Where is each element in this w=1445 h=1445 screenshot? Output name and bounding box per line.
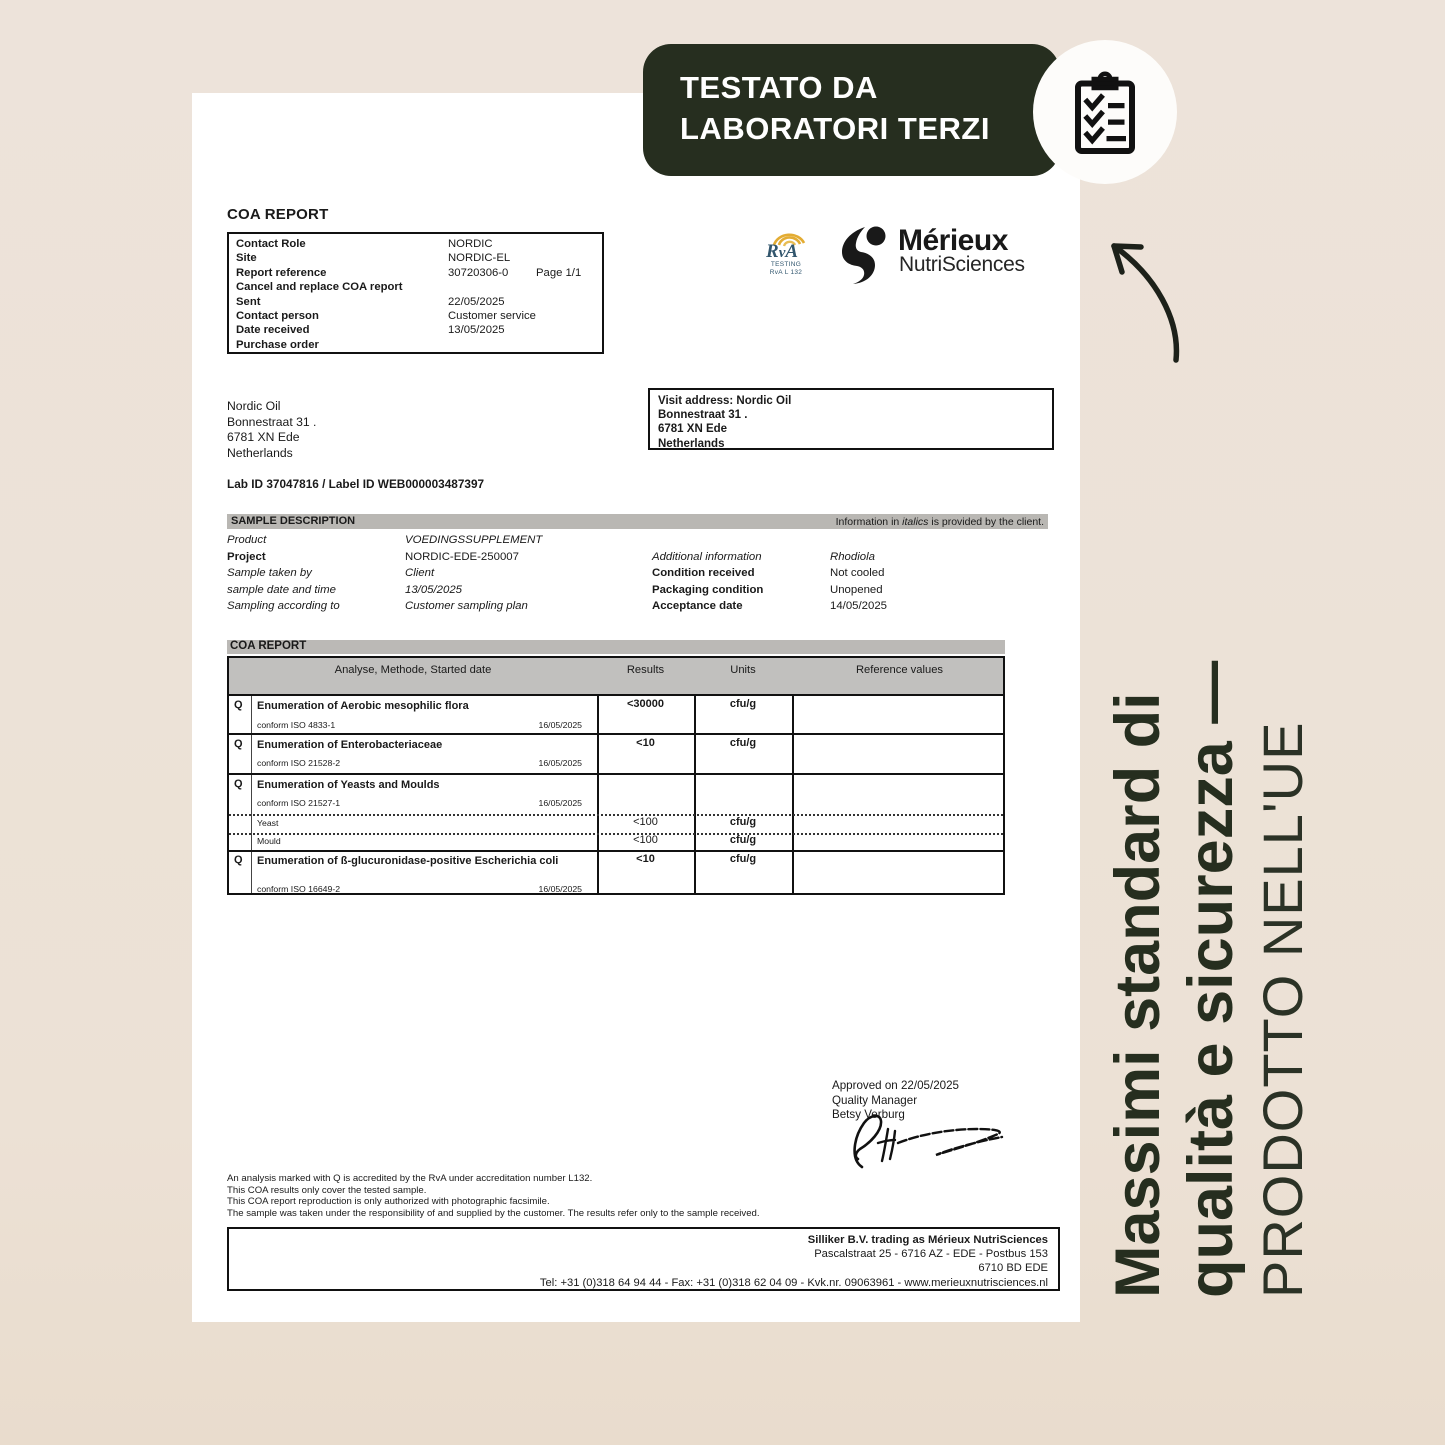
field-value: Customer sampling plan [405,600,528,612]
field-value: 14/05/2025 [830,600,888,612]
rva-mark-icon [758,219,814,259]
table-row: Contact person Customer service [236,309,536,322]
analysis-name: Enumeration of Aerobic mesophilic flora [257,700,469,712]
accreditation-flag: Q [234,854,243,866]
table-row: Date received 13/05/2025 [236,324,505,337]
analysis-method: conform ISO 16649-2 [257,884,341,894]
column-header: Units [730,664,756,676]
fine-print: An analysis marked with Q is accredited by the RvA under accreditation number L132. This COA results only cover the tested sample. This COA report reproduction is only authorized with photographic facsimile. The sample was taken under the responsibility of and supplied by the customer. The results refer only to the sample received. [227,1173,760,1219]
analysis-method: conform ISO 21528-2 [257,758,341,768]
results-table [227,656,1005,895]
result-value: <10 [636,737,655,749]
field-label: Acceptance date [652,600,743,612]
column-header: Analyse, Methode, Started date [334,664,492,676]
claim-line-3: PRODOTTO NELL'UE [1251,721,1314,1298]
table-row: Purchase order [236,338,319,351]
rva-number: RvA L 132 [769,269,803,276]
analysis-name: Enumeration of Yeasts and Moulds [257,779,440,791]
italics-note: Information in italics is provided by the client. [835,516,1044,528]
analysis-method: conform ISO 4833-1 [257,720,336,730]
clipboard-checklist-icon [1069,68,1141,156]
field-label: Sample taken by [227,567,312,579]
table-row: Sent 22/05/2025 [236,295,505,308]
field-value: VOEDINGSSUPPLEMENT [405,534,543,546]
sub-analysis-name: Yeast [257,818,279,828]
column-header: Results [626,664,665,676]
handwritten-signature [840,1109,1020,1171]
accreditation-flag: Q [234,778,243,790]
lab-contact: Tel: +31 (0)318 64 94 44 - Fax: +31 (0)318 62 04 09 - Kvk.nr. 09063961 - www.merieuxnutrisciences.nl [539,1276,1048,1289]
column-header: Reference values [855,664,944,676]
lab-footer-box [227,1227,1060,1291]
table-row: Site NORDIC-EL [236,252,511,265]
table-row: Report reference 30720306-0 Page 1/1 [236,266,582,279]
result-units: cfu/g [729,853,757,865]
field-label: sample date and time [227,583,336,596]
side-claim-text [1102,556,1318,1298]
badge-circle [1033,40,1177,184]
analysis-method: conform ISO 21527-1 [257,798,341,808]
result-units: cfu/g [729,698,757,710]
visit-address-box: Visit address: Nordic Oil Bonnestraat 31 . 6781 XN Ede Netherlands [648,388,1054,450]
result-units: cfu/g [729,834,757,846]
accreditation-flag: Q [234,699,243,711]
result-value: <10 [636,853,655,865]
result-value: <30000 [626,698,664,710]
field-label: Product [227,534,267,546]
approved-date: Approved on 22/05/2025 [832,1079,959,1092]
result-units: cfu/g [729,816,757,828]
merieux-subname: NutriSciences [899,253,1025,276]
analysis-start-date: 16/05/2025 [538,758,582,768]
table-row: Contact Role NORDIC [236,238,493,250]
sample-description-bar [227,514,1048,529]
analysis-start-date: 16/05/2025 [538,720,582,730]
approver-role: Quality Manager [832,1093,918,1107]
field-label: Packaging condition [652,583,764,596]
analysis-name: Enumeration of ß-glucuronidase-positive Escherichia coli [257,855,559,867]
banner-text: TESTATO DA LABORATORI TERZI [680,70,990,146]
analysis-start-date: 16/05/2025 [538,884,582,894]
coa-table-bar [227,640,1005,654]
merieux-nutrisciences-logo [840,224,1025,284]
table-header-row [229,658,1003,696]
coa-report-page [192,93,1080,1322]
rva-label: TESTING [770,261,802,268]
lab-company: Silliker B.V. trading as Mérieux NutriSciences [807,1234,1048,1246]
field-label: Sampling according to [227,600,340,612]
accreditation-flag: Q [234,738,243,750]
merieux-leaf-icon [840,226,892,284]
page-indicator: Page 1/1 [536,266,582,279]
report-header-table [227,232,604,354]
table-row: Cancel and replace COA report [236,281,403,294]
claim-line-2: qualità e sicurezza — [1176,660,1246,1298]
curved-arrow-icon [1098,232,1190,366]
page-title: COA REPORT [227,206,329,223]
claim-line-1: Massimi standard di [1103,692,1173,1298]
field-label: Project [227,550,266,563]
section-title: SAMPLE DESCRIPTION [231,515,356,527]
approver-name: Betsy Verburg [832,1108,905,1121]
field-value: Not cooled [830,567,885,579]
analysis-start-date: 16/05/2025 [538,798,582,808]
sub-analysis-name: Mould [257,836,281,846]
field-value: Unopened [830,583,883,596]
svg-text:RvA: RvA [766,241,799,259]
result-value: <100 [633,834,658,846]
merieux-name: Mérieux [898,224,1008,257]
field-value: NORDIC-EDE-250007 [405,550,519,563]
postal-address: Nordic Oil Bonnestraat 31 . 6781 XN Ede Netherlands [227,399,317,460]
field-value: Client [405,567,435,579]
analysis-name: Enumeration of Enterobacteriaceae [257,739,443,751]
result-units: cfu/g [729,737,757,749]
result-value: <100 [633,816,658,828]
lab-postcode: 6710 BD EDE [978,1262,1048,1275]
tested-banner [643,44,1060,176]
field-label: Additional information [652,550,762,563]
lab-address: Pascalstraat 25 - 6716 AZ - EDE - Postbus 153 [814,1248,1048,1261]
field-value: 13/05/2025 [405,583,463,596]
field-value: Rhodiola [830,550,875,563]
rva-accreditation-logo [758,219,814,285]
lab-id-line: Lab ID 37047816 / Label ID WEB000003487397 [227,477,485,491]
field-label: Condition received [652,567,755,579]
section-title: COA REPORT [230,640,307,652]
